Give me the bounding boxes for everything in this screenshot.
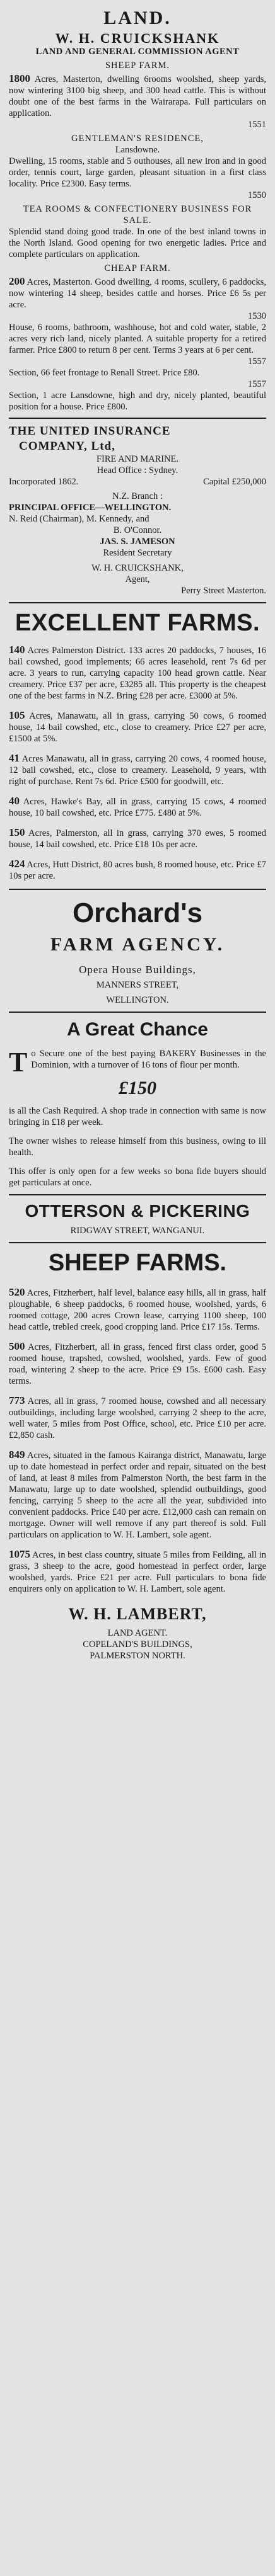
insurance-subtitle: FIRE AND MARINE.	[96, 453, 179, 464]
listing-ref: 1550	[248, 190, 266, 201]
listing-text: Acres Manawatu, all in grass, carrying 20 cows, 4 roomed house, 12 bail cowshed, etc., close to creamery. Leasehold, 9 years, with right of purchase. Rent 7s 6d. Price £500 for goodwill, etc.	[9, 754, 266, 787]
lansdowne-section-listing: Section, 1 acre Lansdowne, high and dry, nicely planted, beautiful position for a house. Price £800.	[9, 390, 266, 412]
residence-place: Lansdowne.	[115, 145, 160, 156]
divider	[9, 602, 266, 603]
orchard-city: WELLINGTON.	[106, 994, 169, 1005]
great-chance-offer: This offer is only open for a few weeks so bona fide buyers should get particulars at once.	[9, 1166, 266, 1188]
orchard-farm-agency: FARM AGENCY.	[50, 934, 225, 955]
insurance-agent-label: Agent,	[125, 574, 150, 585]
listing-text: Acres, Manawatu, all in grass, carrying 50 cows, 6 roomed house, 14 bail cowshed, etc., close to creamery. Price £27 per acre, £1500 at 5%.	[9, 711, 266, 744]
excellent-farm-listing	[9, 826, 266, 851]
divider	[9, 418, 266, 419]
listing-number: 41	[9, 752, 20, 765]
listing-ref: 1530	[248, 311, 266, 321]
cruickshank-agent-title: LAND AND GENERAL COMMISSION AGENT	[35, 47, 240, 57]
great-chance-intro	[9, 1046, 266, 1078]
land-heading: LAND.	[103, 8, 172, 28]
sheep-farm-listing	[9, 1448, 266, 1541]
sheep-farm-listing	[9, 72, 266, 120]
insurance-incorporation	[9, 477, 266, 488]
listing-number: 150	[9, 826, 25, 838]
lambert-agent-title: LAND AGENT.	[107, 1627, 168, 1638]
otterson-pickering-ad	[9, 1200, 266, 1238]
orchard-heading: Orchard's	[72, 897, 203, 928]
listing-text: Acres, Hawke's Bay, all in grass, carrying 15 cows, 4 roomed house, 10 bail cowshed, etc. Price £775. £480 at 5%.	[9, 796, 266, 818]
excellent-farm-listing	[9, 794, 266, 819]
listing-number: 773	[9, 1394, 25, 1407]
sheep-farm-listing	[9, 1340, 266, 1388]
listing-text: Acres, Palmerston, all in grass, carrying 370 ewes, 5 roomed house, 14 bail cowshed, etc. Price £18 10s per acre.	[9, 828, 266, 850]
lambert-buildings: COPELAND'S BUILDINGS,	[83, 1639, 192, 1650]
listing-number: 520	[9, 1286, 25, 1299]
divider	[9, 1194, 266, 1195]
orchard-street: MANNERS STREET,	[96, 979, 179, 990]
lambert-city: PALMERSTON NORTH.	[90, 1650, 185, 1661]
insurance-title-line2: COMPANY, Ltd,	[19, 440, 115, 453]
listing-text: Acres, in best class country, situate 5 miles from Feilding, all in grass, 3 sheep to the acre, good homestead in perfect order, large woolshed, yards. Price £21 per acre. Full particulars to bona fide enquirers only on application to W. H. Lambert, sole agent.	[9, 1549, 267, 1594]
listing-number: 105	[9, 709, 25, 722]
listing-text: Acres, situated in the famous Kairanga district, Manawatu, large up to date homestead in perfect order and repair, situated on the best of land, at least 8 miles from Palmerston North, the best farm in the Manawatu, large up to date woolshed, splendid outbuildings, good fencing, carrying 5 sheep to the acre all the year, subdivided into convenient paddocks. Price £40 per acre. £12,000 cash can remain on mortgage. Owner will well remove if any part thereof is sold. Full particulars on application to W. H. Lambert, sole agent.	[9, 1450, 266, 1540]
otterson-address: RIDGWAY STREET, WANGANUI.	[70, 1226, 205, 1236]
orchard-ad	[9, 896, 266, 1006]
otterson-heading: OTTERSON & PICKERING	[25, 1200, 250, 1221]
excellent-farms-ad	[9, 608, 266, 882]
listing-number: 40	[9, 794, 20, 807]
insurance-ad	[9, 424, 266, 597]
insurance-agent-address: Perry Street Masterton.	[181, 586, 266, 596]
sheep-farms-heading: SHEEP FARMS.	[48, 1250, 227, 1277]
insurance-title: THE UNITED INSURANCE	[9, 425, 171, 438]
divider	[9, 889, 266, 890]
cruickshank-agent-name: W. H. CRUICKSHANK	[55, 30, 220, 47]
cruickshank-ad	[9, 6, 266, 413]
listing-number: 500	[9, 1340, 25, 1353]
excellent-farms-list	[9, 643, 266, 882]
orchard-opera-house: Opera House Buildings,	[79, 963, 196, 976]
listing-text: Acres, Hutt District, 80 acres bush, 8 roomed house, etc. Price £7 10s per acre.	[9, 859, 266, 881]
insurance-incorporated: Incorporated 1862.	[9, 476, 79, 487]
excellent-farm-listing	[9, 857, 266, 882]
sheep-farms-ad	[9, 1248, 266, 1662]
insurance-directors: N. Reid (Chairman), M. Kennedy, and	[9, 514, 149, 525]
insurance-branch: N.Z. Branch :	[112, 491, 163, 502]
excellent-farm-listing	[9, 751, 266, 788]
listing-text: Acres Palmerston District. 133 acres 20 paddocks, 7 houses, 16 bail cowshed, good implements; 66 acres leasehold, rent 7s 6d per acre. 3 years to run, carrying capacity 100 head grown cattle. Near creamery. Price £37 per acre, £3285 all. This property is the cheapest one of the best farms in N.Z. Bring £28 per acre. £3000 at 5%.	[9, 646, 266, 702]
great-chance-price: £150	[119, 1077, 156, 1098]
listing-number: 1075	[9, 1547, 30, 1560]
house-listing: House, 6 rooms, bathroom, washhouse, hot and cold water, stable, 2 acres very rich land, nicely planted. A suitable property for a retired farmer. Price £800 to return 8 per cent. Terms 3 years at 6 per cent.	[9, 322, 266, 355]
drop-cap: T	[9, 1046, 28, 1078]
insurance-directors-line2: B. O'Connor.	[113, 525, 162, 536]
divider	[9, 1012, 266, 1013]
cheap-farm-heading: CHEAP FARM.	[104, 263, 171, 273]
insurance-secretary: JAS. S. JAMESON	[100, 537, 175, 547]
great-chance-heading: A Great Chance	[67, 1018, 208, 1040]
great-chance-ad	[9, 1018, 266, 1189]
great-chance-intro-text: o Secure one of the best paying BAKERY Businesses in the Dominion, with a turnover of 16 tons of flour per month.	[31, 1048, 266, 1070]
great-chance-owner: The owner wishes to release himself from this business, owing to ill health.	[9, 1136, 266, 1158]
excellent-farm-listing	[9, 643, 266, 702]
listing-ref: 1557	[248, 379, 266, 389]
listing-ref: 1557	[248, 356, 266, 367]
section-listing: Section, 66 feet frontage to Renall Street. Price £80.	[9, 367, 200, 378]
lambert-agent-name: W. H. LAMBERT,	[68, 1604, 207, 1623]
listing-number: 200	[9, 275, 25, 287]
listing-text: Acres, Masterton. Good dwelling, 4 rooms, scullery, 6 paddocks, now wintering 14 sheep, besides cattle and horses. Price £6 5s per acre.	[9, 276, 267, 310]
listing-text: Acres, all in grass, 7 roomed house, cowshed and all necessary outbuildings, including large woolshed, carrying 2 sheep to the acre, well water, 5 miles from Post Office, school, etc. Price £10 per acre. £2,850 cash.	[9, 1396, 267, 1441]
cheap-farm-listing	[9, 275, 266, 311]
insurance-agent: W. H. CRUICKSHANK,	[91, 563, 184, 574]
great-chance-cash: is all the Cash Required. A shop trade in connection with same is now bringing in £18 per week.	[9, 1105, 266, 1127]
sheep-farms-list	[9, 1285, 266, 1595]
residence-heading: GENTLEMAN'S RESIDENCE,	[71, 134, 204, 144]
listing-text: Acres, Fitzherbert, all in grass, fenced first class order, good 5 roomed house, trapshed, cowshed, woolshed, yards. Few of good road, wintering 2 sheep to the acre. Price £9 15s. £600 cash. Easy terms.	[9, 1342, 267, 1387]
listing-ref: 1551	[248, 120, 266, 130]
listing-number: 1800	[9, 72, 30, 85]
residence-text: Dwelling, 15 rooms, stable and 5 outhouses, all new iron and in good order, tennis court, large garden, pleasant situation in a first class locality. Price £2300. Easy terms.	[9, 156, 266, 190]
excellent-farms-heading: EXCELLENT FARMS.	[15, 610, 260, 637]
tea-rooms-text: Splendid stand doing good trade. In one of the best inland towns in the North Island. Good opening for two energetic ladies. Price and complete particulars on application.	[9, 226, 266, 259]
sheep-farm-heading: SHEEP FARM.	[105, 60, 170, 71]
sheep-farm-listing	[9, 1394, 266, 1442]
listing-text: Acres, Masterton, dwelling 6rooms woolshed, sheep yards, now wintering 3100 big sheep, and 300 head cattle. This is without doubt one of the best farms in the Wairarapa. Full particulars on application.	[9, 74, 266, 119]
tea-rooms-heading: TEA ROOMS & CONFECTIONERY BUSINESS FOR SALE.	[23, 204, 252, 226]
divider	[9, 1242, 266, 1243]
listing-number: 849	[9, 1449, 25, 1461]
excellent-farm-listing	[9, 709, 266, 745]
insurance-principal-office: PRINCIPAL OFFICE—WELLINGTON.	[9, 503, 172, 513]
insurance-head-office: Head Office : Sydney.	[97, 465, 178, 476]
listing-number: 140	[9, 644, 25, 656]
listing-text: Acres, Fitzherbert, half level, balance easy hills, all in grass, half ploughable, 6 sheep paddocks, 6 roomed house, woolshed, yards, 6 roomed cottage, 200 acres Crown lease, carrying 1100 sheep, 100 head cattle, trebled creek, good cropping land. Price £17 15s. Terms.	[9, 1288, 267, 1333]
sheep-farm-listing	[9, 1547, 266, 1595]
insurance-capital: Capital £250,000	[203, 476, 266, 487]
insurance-secretary-title: Resident Secretary	[103, 548, 172, 559]
listing-number: 424	[9, 857, 25, 870]
sheep-farm-listing	[9, 1285, 266, 1333]
